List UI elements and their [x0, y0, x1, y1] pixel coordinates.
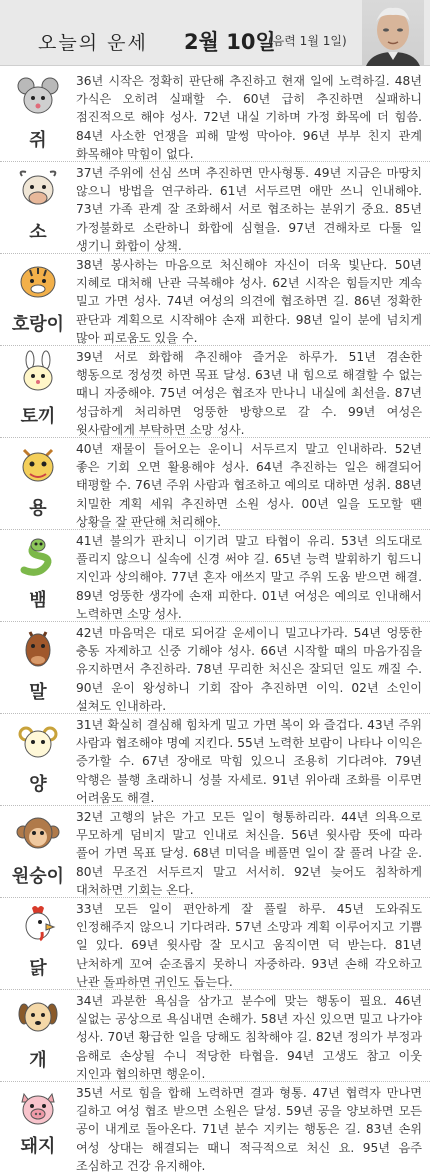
zodiac-name: 닭: [29, 958, 47, 979]
rooster-icon: [16, 904, 60, 944]
zodiac-horse: [8, 622, 68, 713]
fortune-text: 42년 마음먹은 대로 되어갈 운세이니 밀고나가라. 54년 엉뚱한 충동 자제하고 신중 기해야 성사. 66년 시작할 때의 마음가짐을 유지하면서 추진하라. 78년 무리한 처신은 잘되던 일도 깨질 수. 90년 운이 왕성하니 기회 잡아 추진하면 이익. 02년 소인이 설쳐도 인내하라.: [76, 626, 422, 713]
zodiac-name: 호랑이: [11, 314, 65, 335]
list-item: [0, 438, 430, 530]
fortune-text: 34년 과분한 욕심을 삼가고 분수에 맞는 행동이 필요. 46년 실없는 공상으로 욕심내면 손해가. 58년 자신 있으면 밀고 나가야 성사. 70년 황급한 일을 당해도 침착해야 길. 82년 정의가 부정과 음해로 손상될 수니 적당한 타협을. 94년 고생도 참고 이웃 지인과 협의하면 행운이.: [76, 994, 422, 1081]
zodiac-name: 소: [29, 222, 47, 243]
fortune-text: 40년 재물이 들어오는 운이니 서두르지 말고 인내하라. 52년 좋은 기회 오면 활용해야 성사. 64년 추진하는 일은 해결되어 태평할 수. 76년 주위 사람과 협조하고 예의로 대하면 성취. 88년 치밀한 계획 세워 추진하면 소원 성사. 00년 일을 도모할 땐 상황을 잘 판단해 처리해야.: [76, 442, 422, 529]
page-title: 오늘의 운세: [38, 32, 148, 54]
fortune-text: 33년 모든 일이 편안하게 잘 풀릴 하루. 45년 도와줘도 인정해주지 않으니 기다려라. 57년 소망과 계획 이루어지고 기쁨 일 있다. 69년 윗사람 잘 모시고 움직이면 덕 받는다. 81년 난처하게 꼬여 순조롭지 못하니 자중하라. 93년 손해 각오하고 난관 돌파하면 귀인도 돕는다.: [76, 902, 422, 989]
fortune-text: 41년 불의가 판치니 이기려 말고 타협이 유리. 53년 의도대로 풀리지 않으니 실속에 신경 써야 길. 65년 능력 발휘하기 힘드니 지인과 상의해야. 77년 혼자 애쓰지 말고 주위 도움 받으면 해결. 89년 엉뚱한 생각에 손재 피한다. 01년 여성은 예의로 인내해서 노력하면 소망 성사.: [76, 534, 422, 621]
dragon-icon: [16, 444, 60, 484]
zodiac-pig: [8, 1082, 68, 1160]
fortune-text: 37년 주위에 선심 쓰며 추진하면 만사형통. 49년 지금은 마땅치 않으니 방법을 연구하라. 61년 서두르면 애만 쓰니 인내해야. 73년 가족 관계 잘 조화해서 서로 협조하는 분위기 중요. 85년 가정불화로 소란하니 화합에 심혈을. 97년 견해차로 다툴 일 생기니 화합이 상책.: [76, 166, 422, 253]
zodiac-dog: [8, 990, 68, 1081]
list-item: [0, 806, 430, 898]
date-label: 2월 10일: [184, 30, 276, 54]
list-item: [0, 254, 430, 346]
zodiac-name: 용: [29, 498, 47, 519]
zodiac-monkey: [8, 806, 68, 897]
zodiac-sheep: [8, 714, 68, 805]
monkey-icon: [16, 812, 60, 852]
zodiac-name: 개: [29, 1050, 47, 1071]
snake-icon: [16, 536, 60, 576]
zodiac-name: 말: [29, 682, 47, 703]
zodiac-name: 뱀: [29, 590, 47, 611]
list-item: [0, 70, 430, 162]
zodiac-name: 토끼: [20, 406, 56, 427]
list-item: [0, 990, 430, 1082]
sheep-icon: [16, 720, 60, 760]
fortune-text: 36년 시작은 정확히 판단해 추진하고 현재 일에 노력하길. 48년 가식은 오히려 실패할 수. 60년 급히 추진하면 실패하니 점진적으로 해야 성사. 72년 내실 기하며 가정 화목에 더 힘씀. 84년 사소한 언쟁을 피해 말썽 막아야. 96년 부부 친지 관계 화목해야 막힘이 없다.: [76, 74, 422, 161]
tiger-icon: [16, 260, 60, 300]
zodiac-name: 쥐: [29, 130, 47, 151]
list-item: [0, 162, 430, 254]
list-item: [0, 898, 430, 990]
list-item: [0, 530, 430, 622]
list-item: [0, 346, 430, 438]
fortune-text: 32년 고행의 낡은 가고 모든 일이 형통하리라. 44년 의욕으로 무모하게 덤비지 말고 인내로 처신을. 56년 윗사람 뜻에 따라 풀어 가면 목표 달성. 68년 미덕을 베풀면 일이 잘 풀려 나갈 운. 80년 무조건 서두르지 말고 서서히. 92년 늦어도 침착하게 대처하면 기회는 온다.: [76, 810, 422, 897]
horse-icon: [16, 628, 60, 668]
author-portrait: [362, 0, 424, 66]
zodiac-ox: [8, 162, 68, 253]
header: [0, 0, 430, 66]
list-item: [0, 622, 430, 714]
lunar-date-label: (음력 1월 1일): [268, 34, 347, 48]
zodiac-rabbit: [8, 346, 68, 437]
ox-icon: [16, 168, 60, 208]
zodiac-rooster: [8, 898, 68, 989]
rat-icon: [16, 76, 60, 116]
dog-icon: [16, 996, 60, 1036]
zodiac-snake: [8, 530, 68, 621]
zodiac-dragon: [8, 438, 68, 529]
zodiac-name: 돼지: [20, 1136, 56, 1157]
rabbit-icon: [16, 352, 60, 392]
fortune-text: 39년 서로 화합해 추진해야 즐거운 하루가. 51년 겸손한 행동으로 정성껏 하면 목표 달성. 63년 내 힘으로 해결할 수 없는 때니 자중해야. 75년 여성은 협조자 만나니 내실에 최선을. 87년 성급하게 처리하면 엉뚱한 방향으로 갈 수. 99년 여성은 윗사람에게 부탁하면 소망 성사.: [76, 350, 422, 437]
zodiac-rat: [8, 70, 68, 161]
fortune-text: 35년 서로 힘을 합해 노력하면 결과 형통. 47년 협력자 만나면 길하고 여성 협조 받으면 소원은 달성. 59년 공을 양보하면 모든 공이 내게로 돌아온다. 71년 분수 지키는 행동은 길. 83년 손위 여성 상대는 해결되는 때니 적극적으로 처신 요. 95년 음주 조심하고 건강 유지해야.: [76, 1086, 422, 1173]
pig-icon: [16, 1088, 60, 1128]
fortune-text: 31년 확실히 결심해 힘차게 밀고 가면 복이 와 즐겁다. 43년 주위 사람과 협조해야 명예 지킨다. 55년 노력한 보람이 나타나 이익은 증가할 수. 67년 장애로 막힘 있으니 조용히 기다려야. 79년 악행은 불행 초래하니 성불 자세로. 91년 위아래 조화를 이루면 어려움도 해결.: [76, 718, 422, 805]
list-item: [0, 714, 430, 806]
fortune-text: 38년 봉사하는 마음으로 처신해야 자신이 더욱 빛난다. 50년 지혜로 대처해 난관 극복해야 성사. 62년 시작은 힘들지만 계속 밀고 가면 성사. 74년 여성의 의견에 협조하면 길. 86년 정확한 판단과 계획으로 시작해야 손재 피한다. 98년 일이 분에 넘치게 많아 피로움도 있을 수.: [76, 258, 422, 345]
list-item: [0, 1082, 430, 1173]
zodiac-name: 양: [29, 774, 47, 795]
zodiac-tiger: [8, 254, 68, 345]
zodiac-name: 원숭이: [11, 866, 65, 887]
